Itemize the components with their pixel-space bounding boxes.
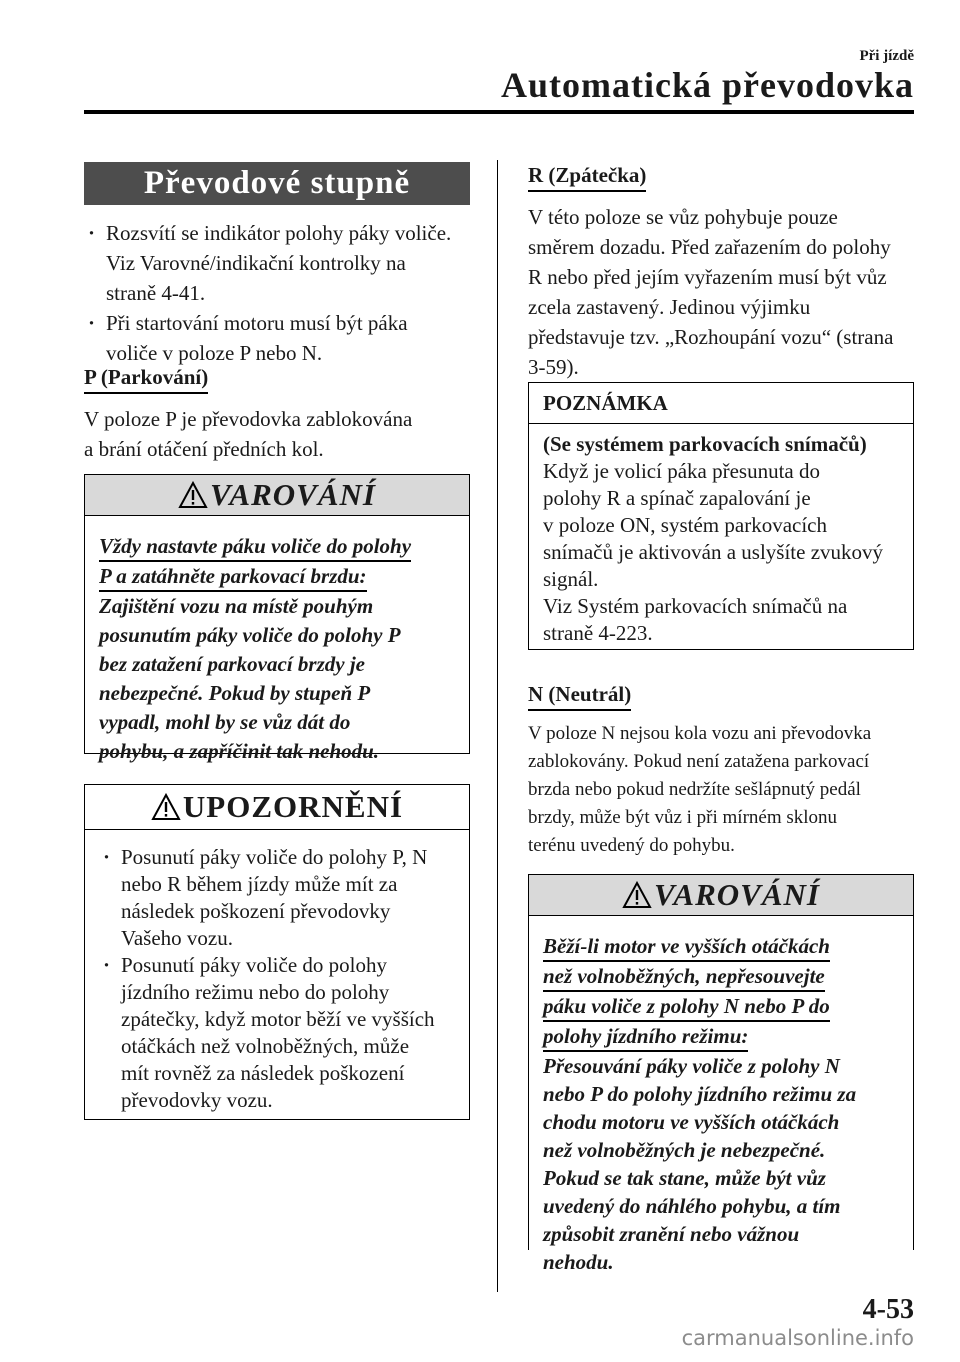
caution-triangle-icon: [151, 793, 181, 821]
column-divider: [497, 160, 498, 1292]
bullet-item: · Rozsvítí se indikátor polohy páky voliče. Viz Varovné/indikační kontrolky na straně 4-41.: [84, 218, 474, 308]
watermark: carmanualsonline.info: [681, 1326, 914, 1350]
r-paragraph: V této poloze se vůz pohybuje pouze směrem dozadu. Před zařazením do polohy R nebo před jejím vyřazením musí být vůz zcela zastavený. Jedinou výjimku představuje tzv. „Rozhoupání vozu“ (strana 3-59).: [528, 205, 894, 379]
note-text: (Se systémem parkovacích snímačů) Když je volicí páka přesunuta do polohy R a spínač zapalování je v poloze ON, systém parkovacích snímačů je aktivován a uslyšíte zvukový signál. Viz Systém parkovacích snímačů na straně 4-223.: [529, 424, 913, 647]
page-title: Automatická převodovka: [500, 65, 914, 105]
section-banner: Převodové stupně: [84, 162, 470, 205]
caution-box: [84, 784, 470, 1120]
caution-bullet-list: [85, 830, 469, 1114]
warning-text: Běží-li motor ve vyšších otáčkách než volnoběžných, nepřesouvejte páku voliče z polohy N nebo P do polohy jízdního režimu: Přesouvání páky voliče z polohy N nebo P do polohy jízdního režimu za chodu motoru ve vyšších otáčkách než volnoběžných je nebezpečné. Pokud se tak stane, může být vůz uvedený do náhlého pohybu, a tím způsobit zranění nebo vážnou nehodu.: [543, 934, 857, 1274]
n-paragraph: V poloze N nejsou kola vozu ani převodovka zablokovány. Pokud není zatažena parkovací brzda nebo pokud nedržíte sešlápnutý pedál brzdy, může být vůz i při mírném sklonu terénu uvedený do pohybu.: [528, 723, 872, 856]
warning-box-header: [85, 475, 469, 516]
header-rule: [84, 110, 914, 114]
warning-triangle-icon: [178, 481, 208, 509]
warning-title: VAROVÁNÍ: [654, 877, 820, 912]
warning-box: [528, 874, 914, 1274]
bullet-item: · Posunutí páky voliče do polohy jízdního režimu nebo do polohy zpátečky, když motor běží ve vyšších otáčkách než volnoběžných, může mít rovněž za následek poškození převodovky vozu.: [99, 952, 459, 1114]
r-heading: R (Zpátečka): [528, 163, 646, 192]
bullet-item: · Při startování motoru musí být páka voliče v poloze P nebo N.: [84, 308, 474, 368]
warning-box-header: [529, 875, 913, 916]
warning-triangle-icon: [622, 881, 652, 909]
p-paragraph: V poloze P je převodovka zablokována a brání otáčení předních kol.: [84, 407, 413, 461]
warning-title: VAROVÁNÍ: [210, 477, 376, 512]
running-header-section: Při jízdě: [859, 48, 914, 64]
caution-box-header: [85, 785, 469, 830]
warning-text: Vždy nastavte páku voliče do polohy P a zatáhněte parkovací brzdu: Zajištění vozu na místě pouhým posunutím páky voliče do polohy P bez zatažení parkovací brzdy je nebezpečné. Pokud by stupeň P vypadl, mohl by se vůz dát do pohybu, a zapříčinit tak nehodu.: [99, 534, 412, 763]
page-number: 4-53: [862, 1294, 914, 1325]
warning-box: [84, 474, 470, 763]
p-heading: P (Parkování): [84, 365, 208, 394]
note-subtitle: (Se systémem parkovacích snímačů): [543, 432, 867, 456]
caution-title: UPOZORNĚNÍ: [182, 789, 404, 824]
note-box: [528, 382, 914, 650]
n-heading: N (Neutrál): [528, 682, 631, 711]
bullet-item: · Posunutí páky voliče do polohy P, N nebo R během jízdy může mít za následek poškození převodovky Vašeho vozu.: [99, 844, 459, 952]
intro-bullet-list: [84, 218, 474, 368]
note-title: POZNÁMKA: [529, 383, 913, 424]
